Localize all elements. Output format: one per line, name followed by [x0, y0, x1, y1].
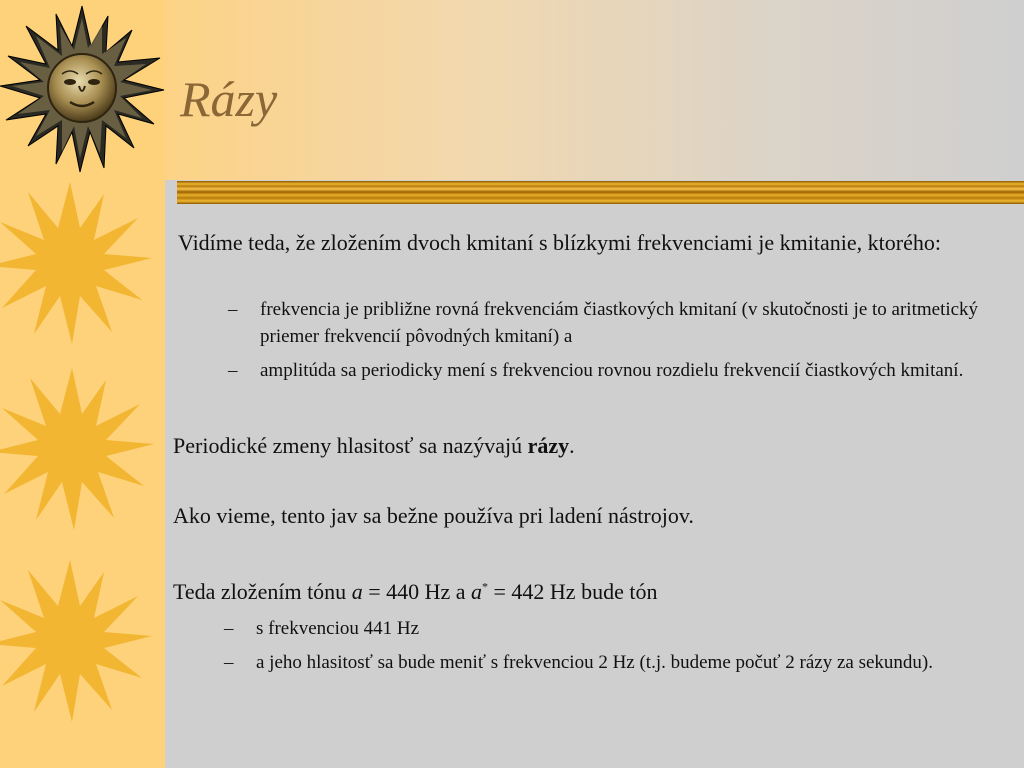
- example-bullet-1: [224, 615, 1016, 642]
- bullet-text: frekvencia je približne rovná frekvenciám čiastkových kmitaní (v skutočnosti je to aritmetický priemer frekvencií pôvodných kmitaní) a: [260, 299, 979, 347]
- periodic-end: .: [569, 433, 575, 458]
- example-bullet-2: [224, 649, 1016, 676]
- example-paragraph: [173, 577, 993, 607]
- periodic-text: Periodické zmeny hlasitosť sa nazývajú: [173, 433, 528, 458]
- intro-bullet-1: [228, 296, 1005, 350]
- bullet-dash: –: [224, 652, 234, 673]
- variable-a-star: a: [471, 579, 483, 604]
- bullet-text: s frekvenciou 441 Hz: [256, 618, 420, 639]
- slide-title: Rázy: [180, 71, 278, 127]
- example-text-3: = 442 Hz bude tón: [488, 579, 658, 604]
- asterisk-superscript: *: [482, 579, 489, 594]
- bullet-dash: –: [224, 618, 234, 639]
- variable-a: a: [351, 579, 363, 604]
- bullet-dash: –: [228, 299, 238, 320]
- intro-paragraph: Vidíme teda, že zložením dvoch kmitaní s blízkymi frekvenciami je kmitanie, ktorého:: [178, 230, 941, 255]
- bullet-text: a jeho hlasitosť sa bude meniť s frekvenciou 2 Hz (t.j. budeme počuť 2 rázy za sekundu).: [256, 652, 934, 673]
- example-text-1: Teda zložením tónu: [173, 579, 352, 604]
- term-razy: rázy: [527, 433, 570, 458]
- periodic-paragraph: [173, 431, 993, 461]
- bullet-dash: –: [228, 360, 238, 381]
- intro-bullet-2: [228, 357, 1020, 384]
- example-text-2: = 440 Hz a: [362, 579, 472, 604]
- usage-paragraph: Ako vieme, tento jav sa bežne používa pri ladení nástrojov.: [173, 503, 694, 528]
- bullet-text: amplitúda sa periodicky mení s frekvenciou rovnou rozdielu frekvencií čiastkových kmitaní.: [260, 360, 964, 381]
